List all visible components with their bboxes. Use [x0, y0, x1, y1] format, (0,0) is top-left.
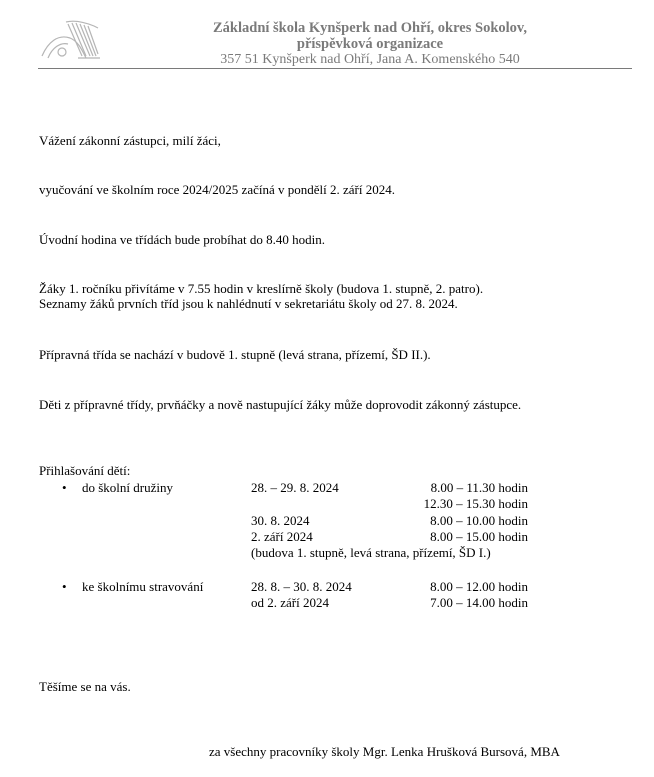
afterschool-date-4: 2. září 2024	[251, 529, 313, 544]
school-type: příspěvková organizace	[296, 36, 444, 52]
paragraph-first-lesson: Úvodní hodina ve třídách bude probíhat do 8.40 hodin.	[39, 232, 325, 247]
bullet-marker: •	[62, 579, 67, 594]
afterschool-time-3: 8.00 – 10.00 hodin	[430, 513, 528, 528]
meals-date-1: 28. 8. – 30. 8. 2024	[251, 579, 352, 594]
registration-heading: Přihlašování dětí:	[39, 463, 131, 478]
signature: za všechny pracovníky školy Mgr. Lenka Hrušková Bursová, MBA	[209, 744, 560, 759]
paragraph-preparatory-class: Přípravná třída se nachází v budově 1. stupně (levá strana, přízemí, ŠD II.).	[39, 347, 431, 362]
school-name: Základní škola Kynšperk nad Ohří, okres Sokolov,	[212, 20, 527, 36]
meals-time-1: 8.00 – 12.00 hodin	[430, 579, 528, 594]
afterschool-date-1: 28. – 29. 8. 2024	[251, 480, 339, 495]
meals-time-2: 7.00 – 14.00 hodin	[430, 595, 528, 610]
afterschool-time-2: 12.30 – 15.30 hodin	[423, 496, 528, 511]
paragraph-class-lists: Seznamy žáků prvních tříd jsou k nahlédnutí v sekretariátu školy od 27. 8. 2024.	[39, 296, 458, 311]
registration-afterschool-label: do školní družiny	[82, 480, 173, 495]
greeting: Vážení zákonní zástupci, milí žáci,	[39, 133, 221, 148]
closing-line: Těšíme se na vás.	[39, 679, 131, 694]
paragraph-first-graders: Žáky 1. ročníku přivítáme v 7.55 hodin v kreslírně školy (budova 1. stupně, 2. patro).	[39, 281, 484, 296]
paragraph-school-year: vyučování ve školním roce 2024/2025 začíná v pondělí 2. září 2024.	[39, 182, 395, 197]
afterschool-location-note: (budova 1. stupně, levá strana, přízemí, ŠD I.)	[251, 545, 491, 560]
school-logo-icon	[38, 16, 104, 64]
paragraph-accompaniment: Děti z přípravné třídy, prvňáčky a nově nastupující žáky může doprovodit zákonný zástupce.	[39, 397, 522, 412]
afterschool-time-4: 8.00 – 15.00 hodin	[430, 529, 528, 544]
afterschool-time-1: 8.00 – 11.30 hodin	[430, 480, 528, 495]
afterschool-date-3: 30. 8. 2024	[251, 513, 310, 528]
header-divider	[38, 68, 632, 69]
school-address: 357 51 Kynšperk nad Ohří, Jana A. Komenského 540	[220, 52, 520, 67]
meals-date-2: od 2. září 2024	[251, 595, 329, 610]
registration-meals-label: ke školnímu stravování	[82, 579, 204, 594]
bullet-marker: •	[62, 480, 67, 495]
